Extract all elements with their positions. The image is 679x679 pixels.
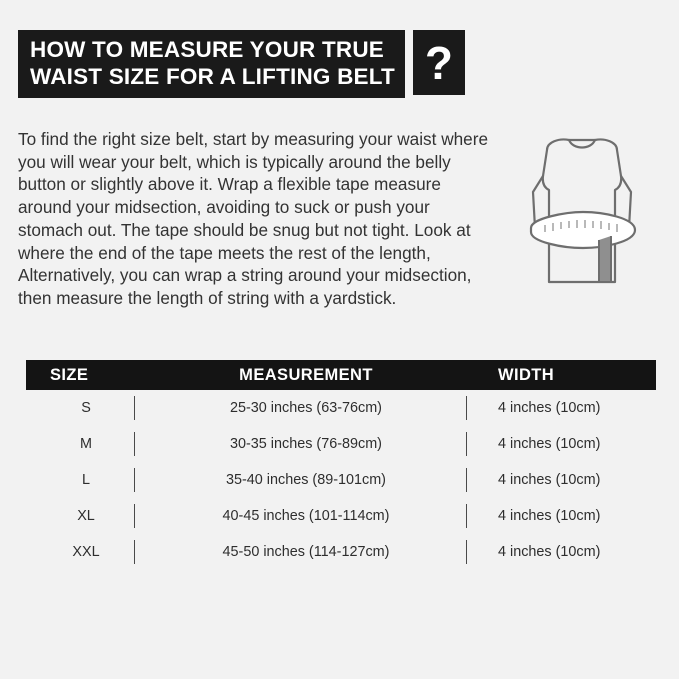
- column-divider: [134, 396, 135, 420]
- page-title-line-1: HOW TO MEASURE YOUR TRUE: [30, 37, 384, 62]
- cell-size: M: [80, 436, 92, 452]
- instructions-paragraph: To find the right size belt, start by measuring your waist where you will wear your belt, which is typically around the belly button or slightly above it. Wrap a flexible tape measure around your midsection, avoiding to suck or push your stomach out. The tape should be snug but not tight. Look at where the end of the tape meets the rest of the length, Alternatively, you can wrap a string around your midsection, then measure the length of string with a yardstick.: [18, 129, 489, 308]
- column-divider: [466, 468, 467, 492]
- cell-measurement: 35-40 inches (89-101cm): [226, 472, 386, 488]
- question-mark-icon: ?: [413, 30, 465, 95]
- cell-size: XXL: [72, 544, 100, 560]
- column-divider: [134, 504, 135, 528]
- column-header-width: WIDTH: [498, 365, 555, 384]
- cell-measurement: 40-45 inches (101-114cm): [222, 508, 390, 524]
- column-header-size: SIZE: [50, 365, 89, 384]
- table-row: [26, 426, 656, 462]
- column-divider: [466, 504, 467, 528]
- cell-size: XL: [77, 508, 95, 524]
- header: [18, 30, 465, 98]
- column-divider: [466, 540, 467, 564]
- cell-width: 4 inches (10cm): [498, 400, 601, 416]
- cell-measurement: 45-50 inches (114-127cm): [222, 544, 390, 560]
- table-header-row: [26, 360, 656, 390]
- cell-measurement: 25-30 inches (63-76cm): [230, 400, 382, 416]
- table-row: [26, 462, 656, 498]
- table-row: [26, 534, 656, 570]
- table-row: [26, 390, 656, 426]
- table-row: [26, 498, 656, 534]
- cell-size: S: [81, 400, 91, 416]
- cell-width: 4 inches (10cm): [498, 544, 601, 560]
- torso-with-measuring-tape-illustration: [507, 132, 657, 307]
- title-box: [18, 30, 405, 98]
- cell-width: 4 inches (10cm): [498, 472, 601, 488]
- column-divider: [134, 432, 135, 456]
- cell-size: L: [81, 472, 90, 488]
- cell-width: 4 inches (10cm): [498, 436, 601, 452]
- cell-width: 4 inches (10cm): [498, 508, 601, 524]
- column-divider: [134, 468, 135, 492]
- column-header-measurement: MEASUREMENT: [239, 365, 373, 384]
- size-table: [26, 360, 656, 570]
- column-divider: [466, 396, 467, 420]
- column-divider: [466, 432, 467, 456]
- page-title-line-2: WAIST SIZE FOR A LIFTING BELT: [30, 63, 395, 89]
- cell-measurement: 30-35 inches (76-89cm): [230, 436, 382, 452]
- column-divider: [134, 540, 135, 564]
